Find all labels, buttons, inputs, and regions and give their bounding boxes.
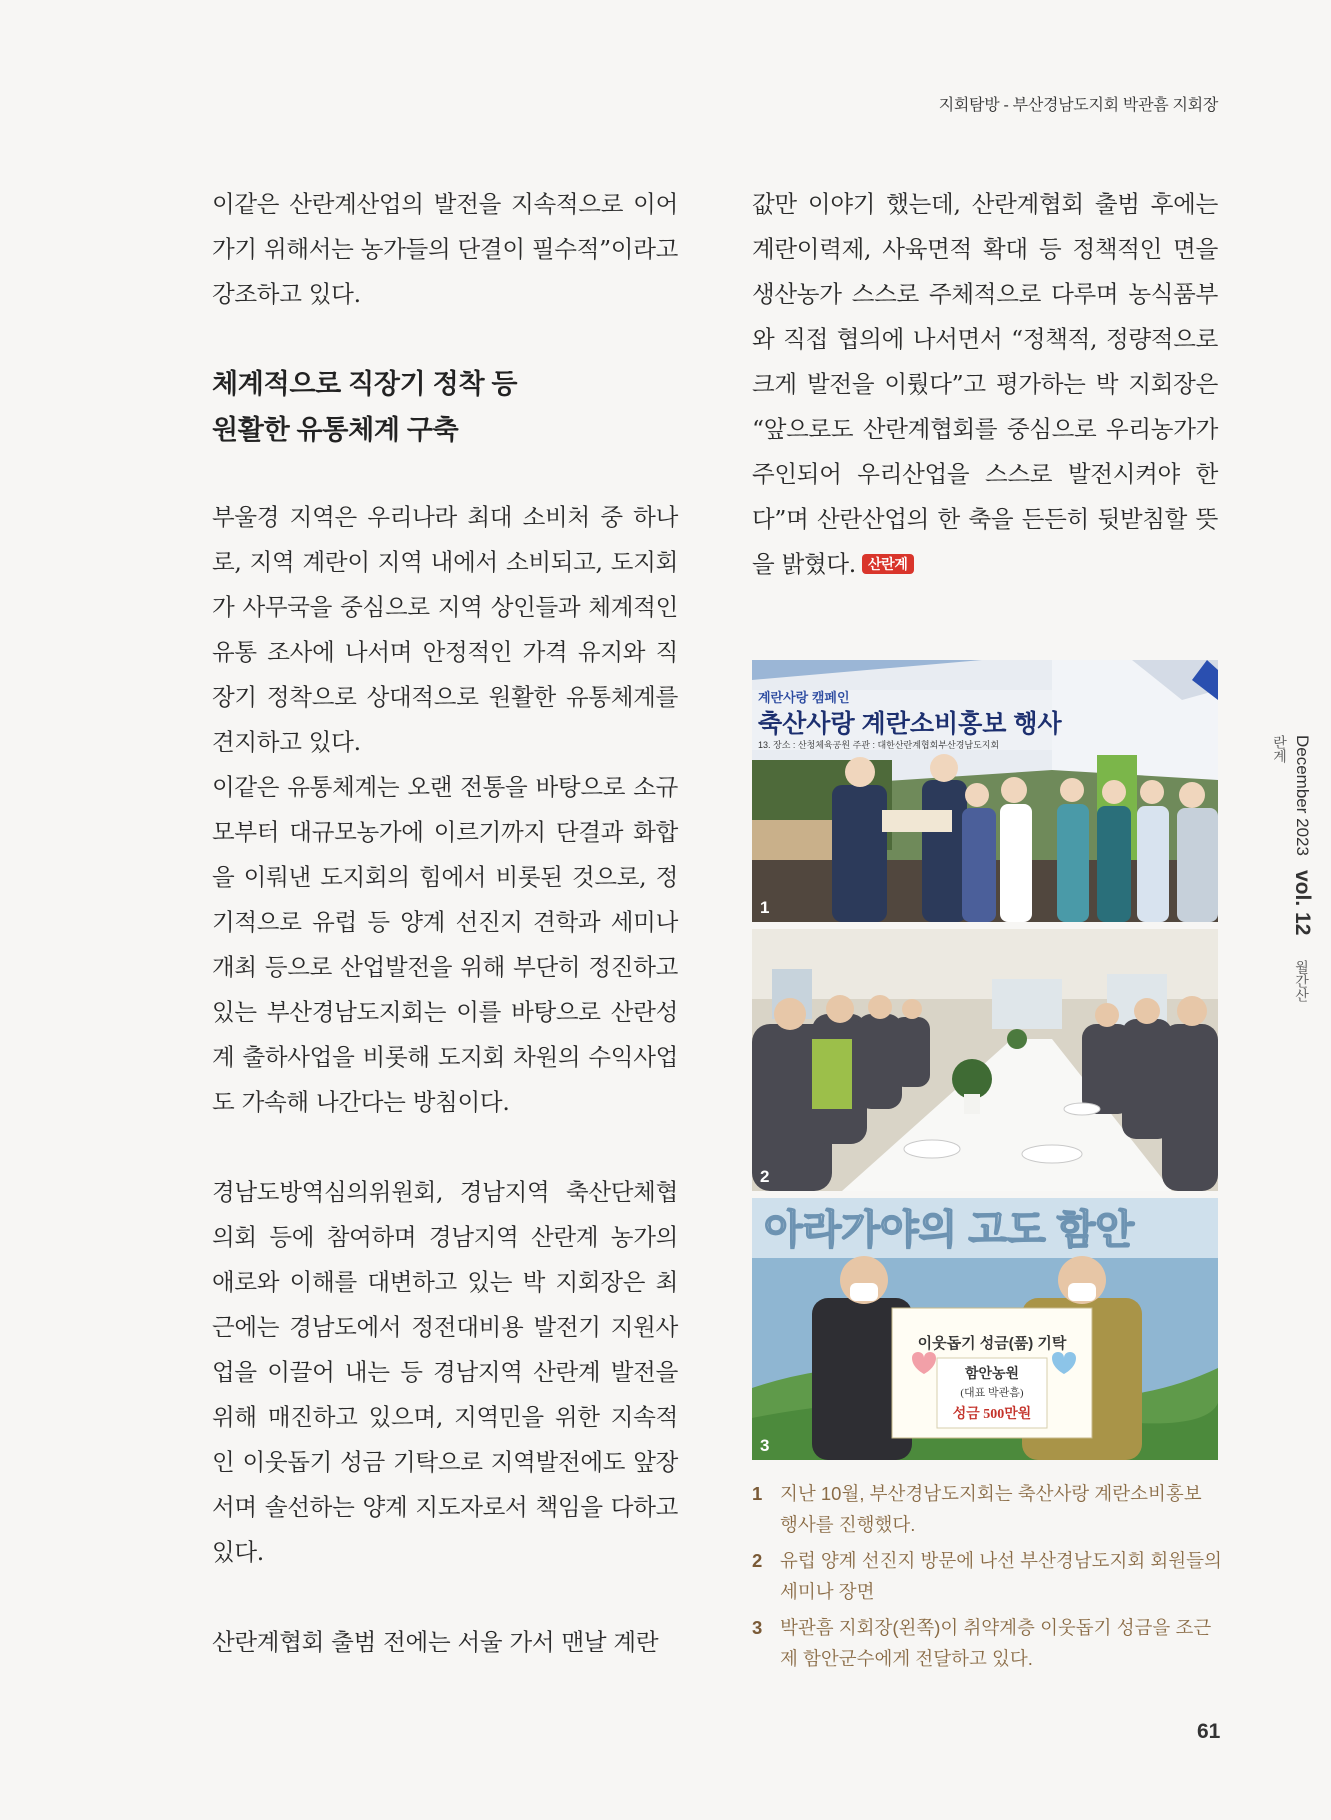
side-rail-text [1270, 735, 1314, 1005]
photo-donation-ceremony [752, 1198, 1218, 1460]
caption-text: 유럽 양계 선진지 방문에 나선 부산경남도지회 회원들의 세미나 장면 [780, 1550, 1222, 1602]
board-donor: 함안농원 [964, 1367, 1020, 1382]
issue-volume: vol. 12 [1291, 870, 1314, 936]
issue-date: December 2023 [1293, 735, 1312, 856]
caption-text: 지난 10월, 부산경남도지회는 축산사랑 계란소비홍보 행사를 진행했다. [780, 1483, 1202, 1535]
body-paragraph [752, 182, 1218, 587]
running-header: 지회탐방 - 부산경남도지회 박관흠 지회장 [938, 97, 1218, 114]
subheading-line-1: 체계적으로 직장기 정착 등 [212, 369, 518, 399]
board-title: 이웃돕기 성금(품) 기탁 [917, 1335, 1067, 1352]
photo-number: 1 [760, 898, 770, 917]
right-column [752, 182, 1218, 587]
body-paragraph: 산란계협회 출범 전에는 서울 가서 맨날 계란 [212, 1628, 659, 1656]
body-paragraph-text: 값만 이야기 했는데, 산란계협회 출범 후에는 계란이력제, 사육면적 확대 등 정책적인 면을 생산농가 스스로 주체적으로 다루며 농식품부와 직접 협의에 나서면서 “정책적, 정량적으로 크게 발전을 이뤘다”고 평가하는 박 지회장은 “앞으로도 산란계협회를 중심으로 우리농가가 주인되어 우리산업을 스스로 발전시켜야 한다”며 산란산업의 한 축을 든든히 뒷받침할 뜻을 밝혔다. [752, 190, 1218, 578]
banner-small-text: 계란사랑 캠페인 [758, 690, 850, 705]
banner-big-text: 축산사랑 계란소비홍보 행사 [758, 710, 1062, 738]
banner-sub-text: 13. 장소 : 산청체육공원 주관 : 대한산란계협회부산경남도지회 [758, 740, 1000, 750]
body-paragraph: 이같은 산란계산업의 발전을 지속적으로 이어가기 위해서는 농가들의 단결이 필수적”이라고 강조하고 있다. [212, 190, 679, 308]
caption-item [752, 1478, 1222, 1540]
photo-egg-promotion-event [752, 660, 1218, 922]
caption-text: 박관흠 지회장(왼쪽)이 취약계층 이웃돕기 성금을 조근제 함안군수에게 전달하고 있다. [780, 1617, 1212, 1669]
photo-number: 2 [760, 1167, 770, 1186]
side-rail [1270, 735, 1314, 1005]
caption-number: 3 [752, 1617, 763, 1638]
photo-seminar-dinner [752, 929, 1218, 1191]
caption-item [752, 1545, 1222, 1607]
caption-number: 2 [752, 1550, 763, 1571]
body-paragraph: 경남도방역심의위원회, 경남지역 축산단체협의회 등에 참여하며 경남지역 산란계 농가의 애로와 이해를 대변하고 있는 박 지회장은 최근에는 경남도에서 정전대비용 발전기 지원사업을 이끌어 내는 등 경남지역 산란계 발전을 위해 매진하고 있으며, 지역민을 위한 지속적인 이웃돕기 성금 기탁으로 지역발전에도 앞장서며 솔선하는 양계 지도자로서 책임을 다하고 있다. [212, 1178, 678, 1566]
left-column [212, 182, 678, 1665]
photo-captions [752, 1478, 1222, 1679]
section-subheading [212, 361, 678, 453]
end-mark-logo: 산란계 [862, 554, 914, 574]
magazine-title: 월간산란계 [1272, 735, 1310, 1003]
photo-number: 3 [760, 1436, 770, 1455]
page-number: 61 [1197, 1720, 1221, 1743]
body-paragraph: 부울경 지역은 우리나라 최대 소비처 중 하나로, 지역 계란이 지역 내에서 소비되고, 도지회가 사무국을 중심으로 지역 상인들과 체계적인 유통 조사에 나서며 안정적인 가격 유지와 직장기 정착으로 상대적으로 원활한 유통체계를 견지하고 있다. [212, 503, 678, 756]
body-paragraph: 이같은 유통체계는 오랜 전통을 바탕으로 소규모부터 대규모농가에 이르기까지 단결과 화합을 이뤄낸 도지회의 힘에서 비롯된 것으로, 정기적으로 유럽 등 양계 선진지 견학과 세미나 개최 등으로 산업발전을 위해 부단히 정진하고 있는 부산경남도지회는 이를 바탕으로 산란성계 출하사업을 비롯해 도지회 차원의 수익사업도 가속해 나간다는 방침이다. [212, 773, 678, 1116]
caption-number: 1 [752, 1483, 763, 1504]
board-representative: (대표 박관흠) [960, 1387, 1024, 1399]
caption-item [752, 1612, 1222, 1674]
subheading-line-2: 원활한 유통체계 구축 [212, 415, 459, 445]
board-amount: 성금 500만원 [952, 1407, 1032, 1422]
wall-slogan-text: 아라가야의 고도 함안 [764, 1208, 1134, 1252]
